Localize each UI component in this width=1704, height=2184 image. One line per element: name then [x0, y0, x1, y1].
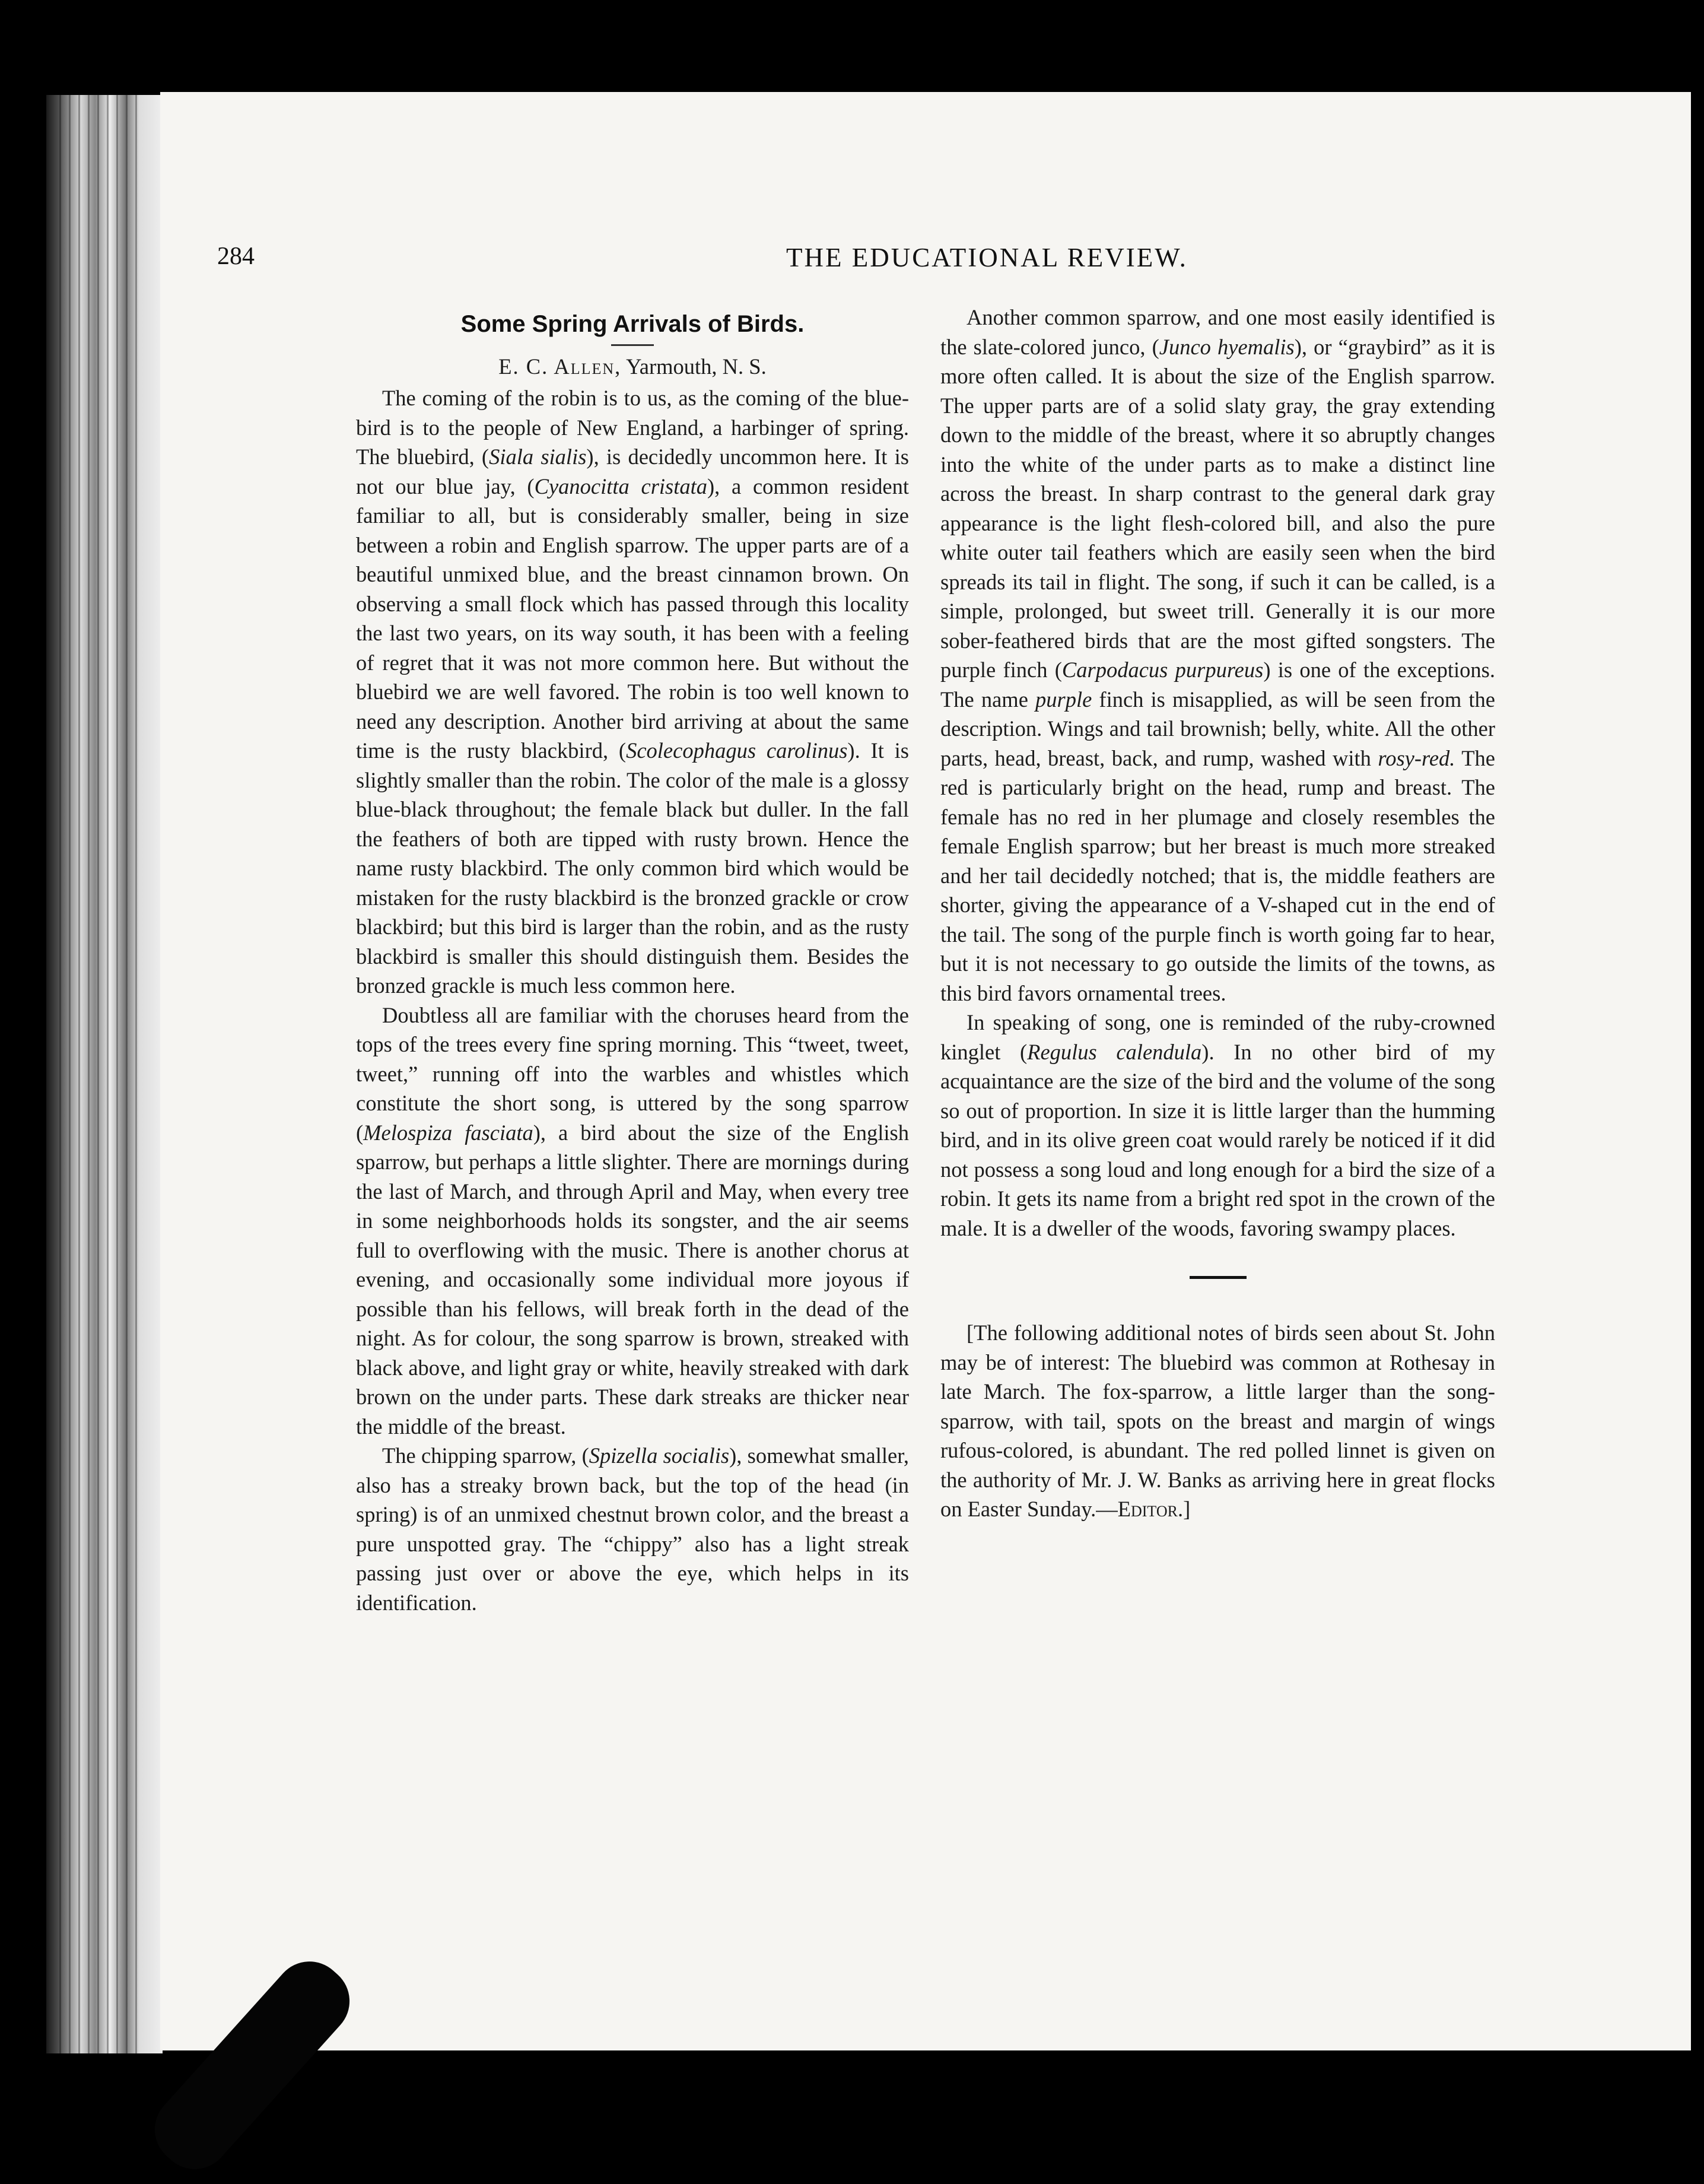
text-segment: The red is particularly bright on the head, rump and breast. The female has no red in her plumage and closely resembles the female English sparrow; but her breast is much more streaked and her tail decidedly notched; that is, the middle feathers are shorter, giving the appearance of a V-shaped cut in the end of the tail. The song of the purple finch is worth going far to hear, but it is not necessary to go outside the limits of the towns, as this bird favors ornamental trees.	[940, 745, 1495, 1005]
text-segment: finch is misapplied, as will be seen from the description. Wings and tail brownish; belly, white. All the other parts, head, breast, back, and rump, washed with	[940, 687, 1495, 770]
left-column	[356, 303, 909, 1617]
byline	[356, 352, 909, 382]
emphasis: rosy-red.	[1378, 745, 1455, 770]
text-segment: ), somewhat smaller, also has a streaky brown back, but the top of the head (in spring) is of an unmixed chestnut brown color, and the breast a pure unspotted gray. The “chippy” also has a light streak passing just over or above the eye, which helps in its identification.	[356, 1443, 910, 1615]
byline-author: E. C. Allen,	[498, 354, 622, 379]
paragraph-robin	[356, 383, 909, 1001]
text-segment: ) is one of the exceptions. The name	[940, 658, 1495, 712]
text-segment: ), is decidedly uncommon here. It is not our blue jay, (	[356, 445, 909, 499]
species-name: Carpodacus purpureus	[1061, 658, 1264, 682]
section-rule	[1190, 1276, 1247, 1279]
text-segment: In speaking of song, one is reminded of the ruby-crowned kinglet (	[940, 1010, 1495, 1064]
title-rule	[611, 344, 654, 346]
editor-note-text: [The following additional notes of birds seen about St. John may be of interest: The bluebird was common at Rothesay in late March. The fox-sparrow, a little larger than the song-sparrow, with tail, spots on the breast and margin of wings rufous-colored, is abundant. The red polled linnet is given on the authority of Mr. J. W. Banks as arriving here in great flocks on Easter Sunday.—	[940, 1320, 1495, 1521]
text-segment: ), a bird about the size of the English sparrow, but perhaps a little slighter. There are mornings during the last of March, and through April and May, when every tree in some neighborhoods holds its songster, and the air seems full to overflowing with the music. There is another chorus at evening, and occasionally some individual more joyous if possible than his fellows, will break forth in the dead of the night. As for colour, the song sparrow is brown, streaked with black above, and light gray or white, heavily streaked with dark brown on the under parts. These dark streaks are thicker near the middle of the breast.	[356, 1120, 909, 1439]
text-segment: ), a common resident familiar to all, but is considerably smaller, being in size between a robin and English sparrow. The upper parts are of a beautiful unmixed blue, and the breast cinnamon brown. On observing a small flock which has passed through this locality the last two years, on its way south, it has been with a feeling of regret that it was not more common here. But without the bluebird we are well favored. The robin is too well known to need any description. Another bird arriving at about the same time is the rusty blackbird, (	[356, 474, 909, 763]
species-name: Cyanocitta cristata	[534, 474, 708, 499]
editor-note-closing: .]	[1177, 1497, 1191, 1521]
paragraph-junco	[940, 303, 1495, 1008]
species-name: Siala sialis	[489, 445, 587, 469]
page-header	[0, 242, 1704, 284]
species-name: Spizella socialis	[589, 1443, 730, 1468]
byline-place: Yarmouth, N. S.	[621, 354, 767, 379]
text-segment: The chipping sparrow, (	[382, 1443, 589, 1468]
page-number: 284	[217, 243, 255, 270]
text-segment: ), or “graybird” as it is more often called. It is about the size of the English sparrow. The upper parts are of a solid slaty gray, the gray extending down to the middle of the breast, where it so abruptly changes into the white of the under parts as to make a distinct line across the breast. In sharp contrast to the general dark gray appearance is the light flesh-colored bill, and also the pure white outer tail feathers which are easily seen when the bird spreads its tail in flight. The song, if such it can be called, is a simple, prolonged, but sweet trill. Generally it is our more sober-feathered birds that are the most gifted songsters. The purple finch (	[940, 334, 1495, 682]
species-name: Melospiza fasciata	[363, 1120, 533, 1145]
editor-note	[940, 1318, 1495, 1524]
paragraph-song-sparrow	[356, 1001, 909, 1442]
paragraph-kinglet	[940, 1008, 1495, 1243]
species-name: Scolecophagus carolinus	[626, 738, 848, 763]
page-edge-lines	[59, 95, 142, 2053]
text-segment: ). In no other bird of my acquaintance are the size of the bird and the volume of the song so out of proportion. In size it is little larger than the humming bird, and in its olive green coat would rarely be noticed if it did not possess a song loud and long enough for a bird the size of a robin. It gets its name from a bright red spot in the crown of the male. It is a dweller of the woods, favoring swampy places.	[940, 1039, 1495, 1240]
text-segment: Another common sparrow, and one most easily identified is the slate-colored junco, (	[940, 305, 1495, 359]
right-column	[940, 303, 1495, 1524]
species-name: Junco hyemalis	[1159, 334, 1295, 359]
text-segment: The coming of the robin is to us, as the coming of the blue-bird is to the people of New England, a harbinger of spring. The bluebird, (	[356, 386, 909, 469]
text-segment: Doubtless all are familiar with the choruses heard from the tops of the trees every fine spring morning. This “tweet, tweet, tweet,” running off into the warbles and whistles which constitute the short song, is uttered by the song sparrow (	[356, 1002, 909, 1145]
editor-signature: Editor	[1117, 1497, 1178, 1521]
text-segment: ). It is slightly smaller than the robin. The color of the male is a glossy blue-black throughout; the female black but duller. In the fall the feathers of both are tipped with rusty brown. Hence the name rusty blackbird. The only common bird which would be mistaken for the rusty blackbird is the bronzed grackle or crow blackbird; but this bird is larger than the robin, and as the rusty blackbird is smaller this should distinguish them. Besides the bronzed grackle is much less common here.	[356, 738, 910, 998]
species-name: Regulus calendula	[1027, 1039, 1202, 1064]
paragraph-chipping-sparrow	[356, 1441, 909, 1617]
article-title: Some Spring Arrivals of Birds.	[460, 311, 805, 337]
journal-title: THE EDUCATIONAL REVIEW.	[786, 243, 1188, 272]
emphasis: purple	[1035, 687, 1092, 712]
